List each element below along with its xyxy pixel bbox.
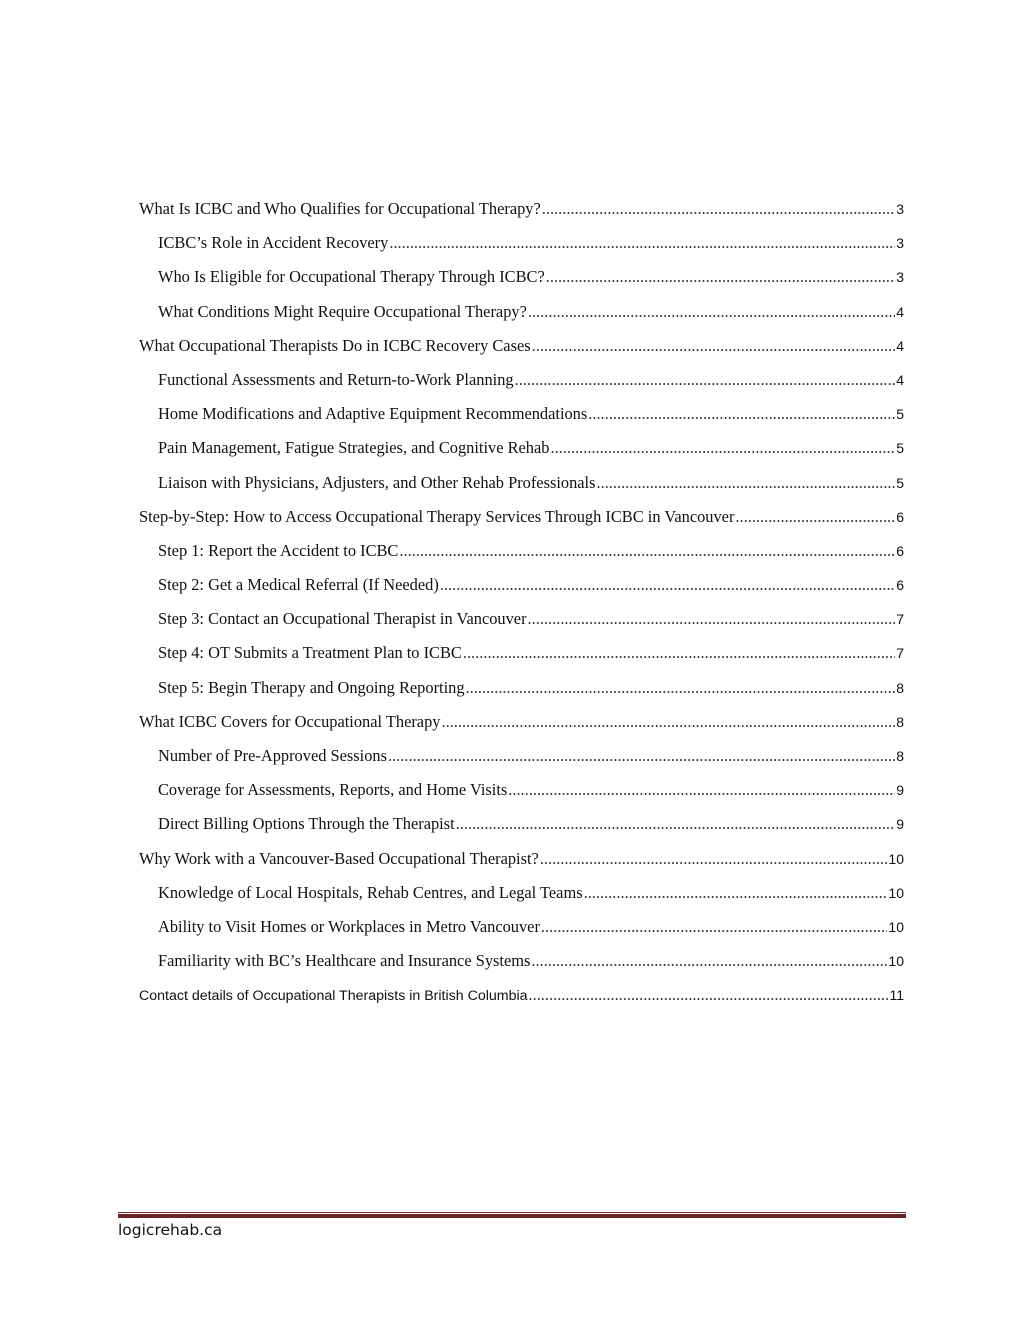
toc-entry-step-4[interactable] bbox=[139, 643, 904, 677]
toc-page-number: 5 bbox=[896, 440, 904, 457]
toc-page-number: 9 bbox=[896, 782, 904, 799]
toc-entry-title: What Conditions Might Require Occupational Therapy? bbox=[158, 301, 527, 321]
toc-entry-title: What Occupational Therapists Do in ICBC Recovery Cases bbox=[139, 335, 531, 355]
toc-page-number: 8 bbox=[896, 713, 904, 730]
toc-entry-contact-details[interactable] bbox=[139, 985, 904, 1019]
toc-entry-title: Ability to Visit Homes or Workplaces in Metro Vancouver bbox=[158, 916, 540, 936]
toc-entry-bc-systems[interactable] bbox=[139, 951, 904, 985]
toc-dot-leader bbox=[550, 438, 895, 458]
toc-entry-step-1[interactable] bbox=[139, 541, 904, 575]
toc-dot-leader bbox=[389, 233, 895, 253]
toc-entry-title: Familiarity with BC’s Healthcare and Insurance Systems bbox=[158, 951, 531, 971]
toc-entry-local-knowledge[interactable] bbox=[139, 883, 904, 917]
toc-dot-leader bbox=[735, 507, 895, 527]
toc-page-number: 7 bbox=[896, 611, 904, 628]
toc-page-number: 4 bbox=[896, 337, 904, 354]
toc-entry-title: Number of Pre-Approved Sessions bbox=[158, 746, 387, 765]
toc-entry-icbc-qualifies[interactable] bbox=[139, 199, 904, 233]
toc-page-number: 4 bbox=[896, 303, 904, 320]
toc-dot-leader bbox=[388, 746, 895, 766]
toc-page-number: 8 bbox=[896, 679, 904, 696]
footer-site-name: logicrehab.ca bbox=[118, 1221, 223, 1239]
toc-entry-title: Step 5: Begin Therapy and Ongoing Reporting bbox=[158, 677, 465, 697]
toc-entry-title: Step 3: Contact an Occupational Therapist in Vancouver bbox=[158, 609, 527, 629]
toc-entry-title: Why Work with a Vancouver-Based Occupational Therapist? bbox=[139, 848, 539, 868]
toc-entry-step-2[interactable] bbox=[139, 575, 904, 609]
toc-page-number: 3 bbox=[896, 201, 904, 217]
toc-dot-leader bbox=[597, 473, 896, 493]
toc-page-number: 7 bbox=[896, 645, 904, 662]
toc-entry-title: Home Modifications and Adaptive Equipment Recommendations bbox=[158, 404, 588, 424]
footer-divider bbox=[118, 1212, 906, 1219]
toc-dot-leader bbox=[588, 404, 895, 424]
table-of-contents bbox=[139, 199, 904, 1020]
toc-page-number: 10 bbox=[888, 953, 904, 970]
toc-entry-step-3[interactable] bbox=[139, 609, 904, 643]
toc-entry-direct-billing[interactable] bbox=[139, 814, 904, 848]
toc-dot-leader bbox=[399, 541, 895, 561]
toc-page-number: 6 bbox=[896, 542, 904, 559]
toc-entry-title: Functional Assessments and Return-to-Work Planning bbox=[158, 369, 514, 389]
toc-page-number: 5 bbox=[896, 474, 904, 491]
toc-dot-leader bbox=[584, 883, 888, 903]
toc-page-number: 11 bbox=[889, 987, 904, 1004]
toc-dot-leader bbox=[529, 985, 889, 1005]
toc-entry-title: Step 2: Get a Medical Referral (If Needed) bbox=[158, 575, 439, 595]
toc-entry-title: Step 1: Report the Accident to ICBC bbox=[158, 540, 399, 560]
toc-entry-title: What Is ICBC and Who Qualifies for Occupational Therapy? bbox=[139, 199, 541, 218]
toc-entry-title: Pain Management, Fatigue Strategies, and Cognitive Rehab bbox=[158, 438, 550, 458]
toc-dot-leader bbox=[466, 678, 896, 698]
toc-entry-step-by-step[interactable] bbox=[139, 507, 904, 541]
toc-page-number: 3 bbox=[896, 269, 904, 286]
toc-dot-leader bbox=[546, 267, 895, 287]
toc-entry-home-visits[interactable] bbox=[139, 917, 904, 951]
toc-page-number: 10 bbox=[888, 884, 904, 901]
toc-dot-leader bbox=[456, 814, 896, 834]
toc-page-number: 9 bbox=[896, 816, 904, 833]
toc-entry-pain-management[interactable] bbox=[139, 438, 904, 472]
toc-entry-icbc-covers[interactable] bbox=[139, 712, 904, 746]
toc-page-number: 10 bbox=[888, 918, 904, 935]
toc-entry-eligibility[interactable] bbox=[139, 267, 904, 301]
toc-page-number: 10 bbox=[888, 850, 904, 867]
toc-entry-conditions[interactable] bbox=[139, 302, 904, 336]
toc-dot-leader bbox=[515, 370, 896, 390]
toc-entry-coverage-assessments[interactable] bbox=[139, 780, 904, 814]
toc-entry-title: ICBC’s Role in Accident Recovery bbox=[158, 233, 389, 253]
toc-page-number: 6 bbox=[896, 508, 904, 525]
toc-entry-liaison[interactable] bbox=[139, 473, 904, 507]
toc-entry-icbc-role[interactable] bbox=[139, 233, 904, 267]
toc-entry-title: What ICBC Covers for Occupational Therapy bbox=[139, 711, 441, 731]
toc-dot-leader bbox=[508, 780, 895, 800]
toc-page-number: 4 bbox=[896, 371, 904, 388]
toc-dot-leader bbox=[540, 849, 888, 869]
toc-entry-step-5[interactable] bbox=[139, 678, 904, 712]
toc-entry-title: Knowledge of Local Hospitals, Rehab Centres, and Legal Teams bbox=[158, 882, 583, 902]
toc-entry-ot-role[interactable] bbox=[139, 336, 904, 370]
toc-entry-title: Contact details of Occupational Therapists in British Columbia bbox=[139, 988, 528, 1005]
toc-entry-vancouver-based[interactable] bbox=[139, 849, 904, 883]
toc-dot-leader bbox=[440, 575, 895, 595]
toc-dot-leader bbox=[542, 199, 895, 219]
toc-page-number: 3 bbox=[896, 235, 904, 252]
toc-dot-leader bbox=[528, 302, 895, 322]
toc-dot-leader bbox=[463, 643, 895, 663]
toc-dot-leader bbox=[532, 336, 896, 356]
toc-entry-functional-assessments[interactable] bbox=[139, 370, 904, 404]
toc-page-number: 6 bbox=[896, 577, 904, 594]
toc-entry-title: Step-by-Step: How to Access Occupational Therapy Services Through ICBC in Vancouver bbox=[139, 506, 735, 526]
toc-page-number: 8 bbox=[896, 748, 904, 764]
toc-dot-leader bbox=[531, 951, 887, 971]
toc-dot-leader bbox=[528, 609, 896, 629]
toc-entry-title: Direct Billing Options Through the Therapist bbox=[158, 814, 455, 834]
toc-entry-title: Liaison with Physicians, Adjusters, and Other Rehab Professionals bbox=[158, 472, 596, 492]
toc-page-number: 5 bbox=[896, 406, 904, 423]
toc-entry-title: Step 4: OT Submits a Treatment Plan to ICBC bbox=[158, 643, 462, 663]
toc-entry-home-modifications[interactable] bbox=[139, 404, 904, 438]
toc-dot-leader bbox=[541, 917, 888, 937]
toc-entry-pre-approved-sessions[interactable] bbox=[139, 746, 904, 780]
toc-entry-title: Who Is Eligible for Occupational Therapy Through ICBC? bbox=[158, 267, 545, 287]
toc-dot-leader bbox=[441, 712, 895, 732]
toc-entry-title: Coverage for Assessments, Reports, and Home Visits bbox=[158, 780, 508, 800]
